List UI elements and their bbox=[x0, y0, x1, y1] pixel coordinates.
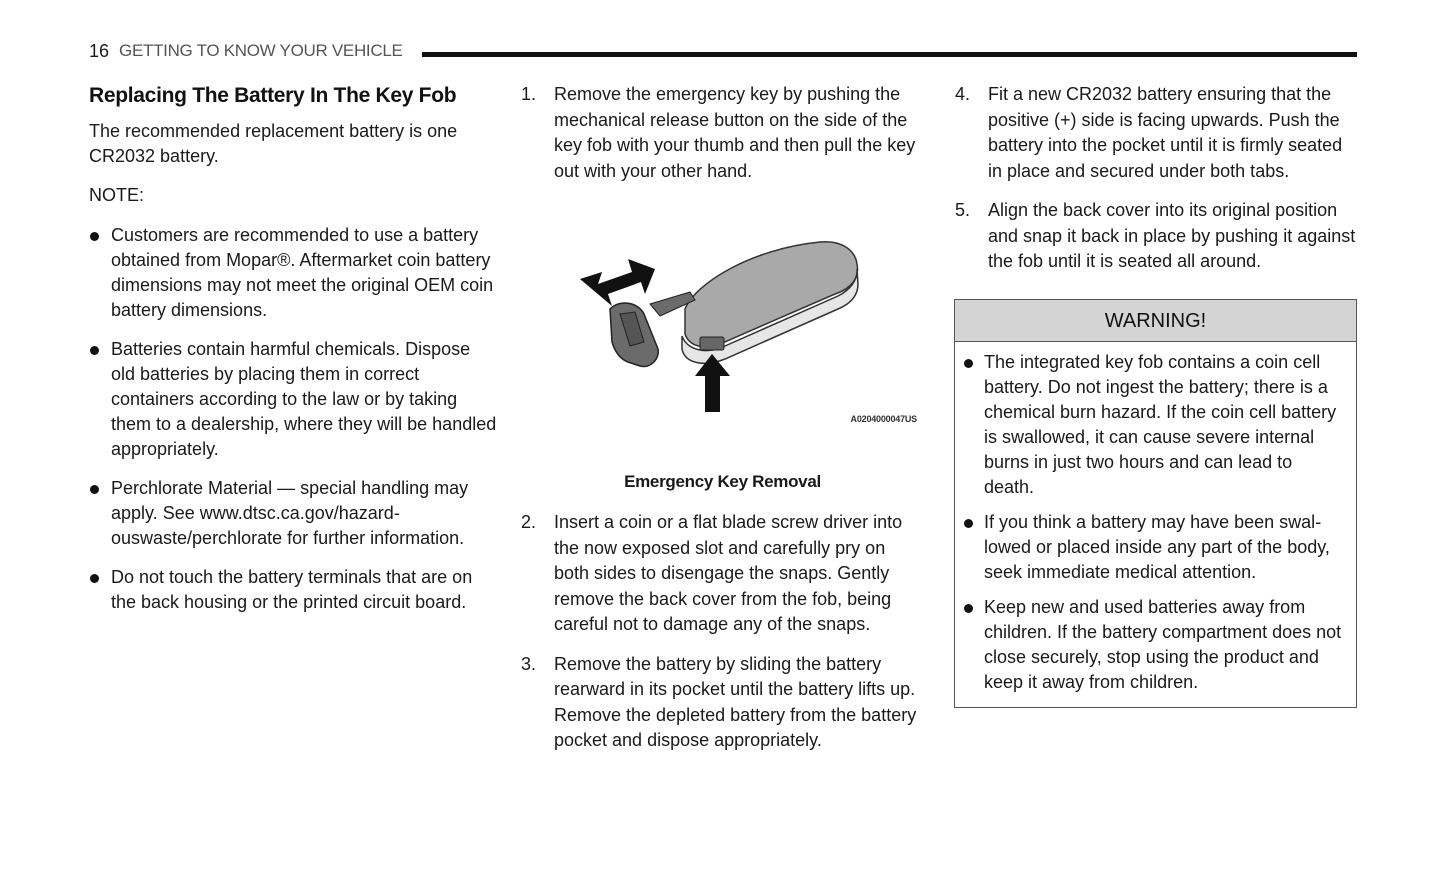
section-heading: Replacing The Battery In The Key Fob bbox=[89, 84, 457, 107]
note-list bbox=[89, 223, 499, 615]
note-label: NOTE: bbox=[89, 185, 145, 205]
step-number: 2. bbox=[521, 512, 537, 532]
bullet-icon bbox=[90, 485, 99, 494]
warning-item: If you think a battery may have been swallowed or placed inside any part of the body, seek immediate medical attention. bbox=[963, 510, 1346, 585]
note-item: Perchlorate Material — special handling may apply. See www.dtsc.ca.gov/hazardouswaste/perchlorate for further information. bbox=[89, 476, 499, 551]
right-column bbox=[954, 82, 1359, 708]
warning-title: WARNING! bbox=[955, 300, 1356, 342]
bullet-icon bbox=[964, 604, 973, 613]
step-item: 3. Remove the battery by sliding the battery rearward in its pocket until the battery lifts up. Remove the depleted battery from the battery pocket and dispose appropriately. bbox=[521, 653, 917, 750]
note-item: Customers are recommended to use a battery obtained from Mopar®. Aftermarket coin battery dimensions may not meet the original OEM coin battery dimensions. bbox=[89, 223, 499, 323]
step-number: 1. bbox=[521, 84, 537, 104]
step-number: 3. bbox=[521, 653, 537, 674]
warning-item: The integrated key fob contains a coin cell battery. Do not ingest the battery; there is a chemical burn hazard. If the coin cell battery is swallowed, it can cause severe internal burns in just two hours and can lead to death. bbox=[963, 350, 1346, 500]
warning-list bbox=[963, 350, 1346, 695]
note-item: Do not touch the battery terminals that are on the back housing or the printed circuit board. bbox=[89, 565, 499, 615]
step-number: 5. bbox=[955, 200, 971, 220]
bullet-icon bbox=[90, 232, 99, 241]
warning-item: Keep new and used batteries away from children. If the battery compartment does not close securely, stop using the product and keep it away from children. bbox=[963, 595, 1346, 695]
page-header bbox=[89, 38, 1357, 64]
step-item: 5. Align the back cover into its original position and snap it back in place by pushing it against the fob until it is seated all around. bbox=[955, 200, 1356, 271]
warning-body bbox=[955, 342, 1356, 707]
key-fob-icon bbox=[520, 224, 925, 464]
warning-box bbox=[954, 299, 1357, 708]
key-fob-illustration bbox=[520, 224, 925, 464]
step-number: 4. bbox=[955, 84, 971, 104]
bullet-icon bbox=[964, 359, 973, 368]
bullet-icon bbox=[90, 574, 99, 583]
bullet-icon bbox=[90, 346, 99, 355]
figure-code: A0204000047US bbox=[850, 414, 917, 424]
left-column bbox=[89, 82, 499, 629]
steps-list bbox=[520, 82, 925, 184]
note-item: Batteries contain harmful chemicals. Dispose old batteries by placing them in correct containers according to the law or by taking them to a dealership, where they will be handled appropriately. bbox=[89, 337, 499, 462]
step-item: 4. Fit a new CR2032 battery ensuring that the positive (+) side is facing upwards. Push the battery into the pocket until it is firmly seated in place and secured under both tabs. bbox=[955, 84, 1343, 181]
double-arrow-icon bbox=[580, 259, 655, 306]
header-rule bbox=[422, 52, 1357, 57]
bullet-icon bbox=[964, 519, 973, 528]
step-item: 1. Remove the emergency key by pushing the mechanical release button on the side of the key fob with your thumb and then pull the key out with your other hand. bbox=[521, 84, 916, 181]
section-title: GETTING TO KNOW YOUR VEHICLE bbox=[119, 41, 403, 60]
steps-list-right bbox=[954, 82, 1359, 275]
figure-caption: Emergency Key Removal bbox=[624, 472, 821, 491]
middle-column bbox=[520, 82, 925, 768]
steps-list-continued bbox=[520, 510, 925, 754]
page-number: 16 bbox=[89, 40, 110, 61]
step-item: 2. Insert a coin or a flat blade screw driver into the now exposed slot and carefully pry on both sides to disengage the snaps. Gently remove the back cover from the fob, being careful not to damage any of the snaps. bbox=[521, 512, 903, 634]
intro-paragraph: The recommended replacement battery is one CR2032 battery. bbox=[89, 121, 458, 166]
